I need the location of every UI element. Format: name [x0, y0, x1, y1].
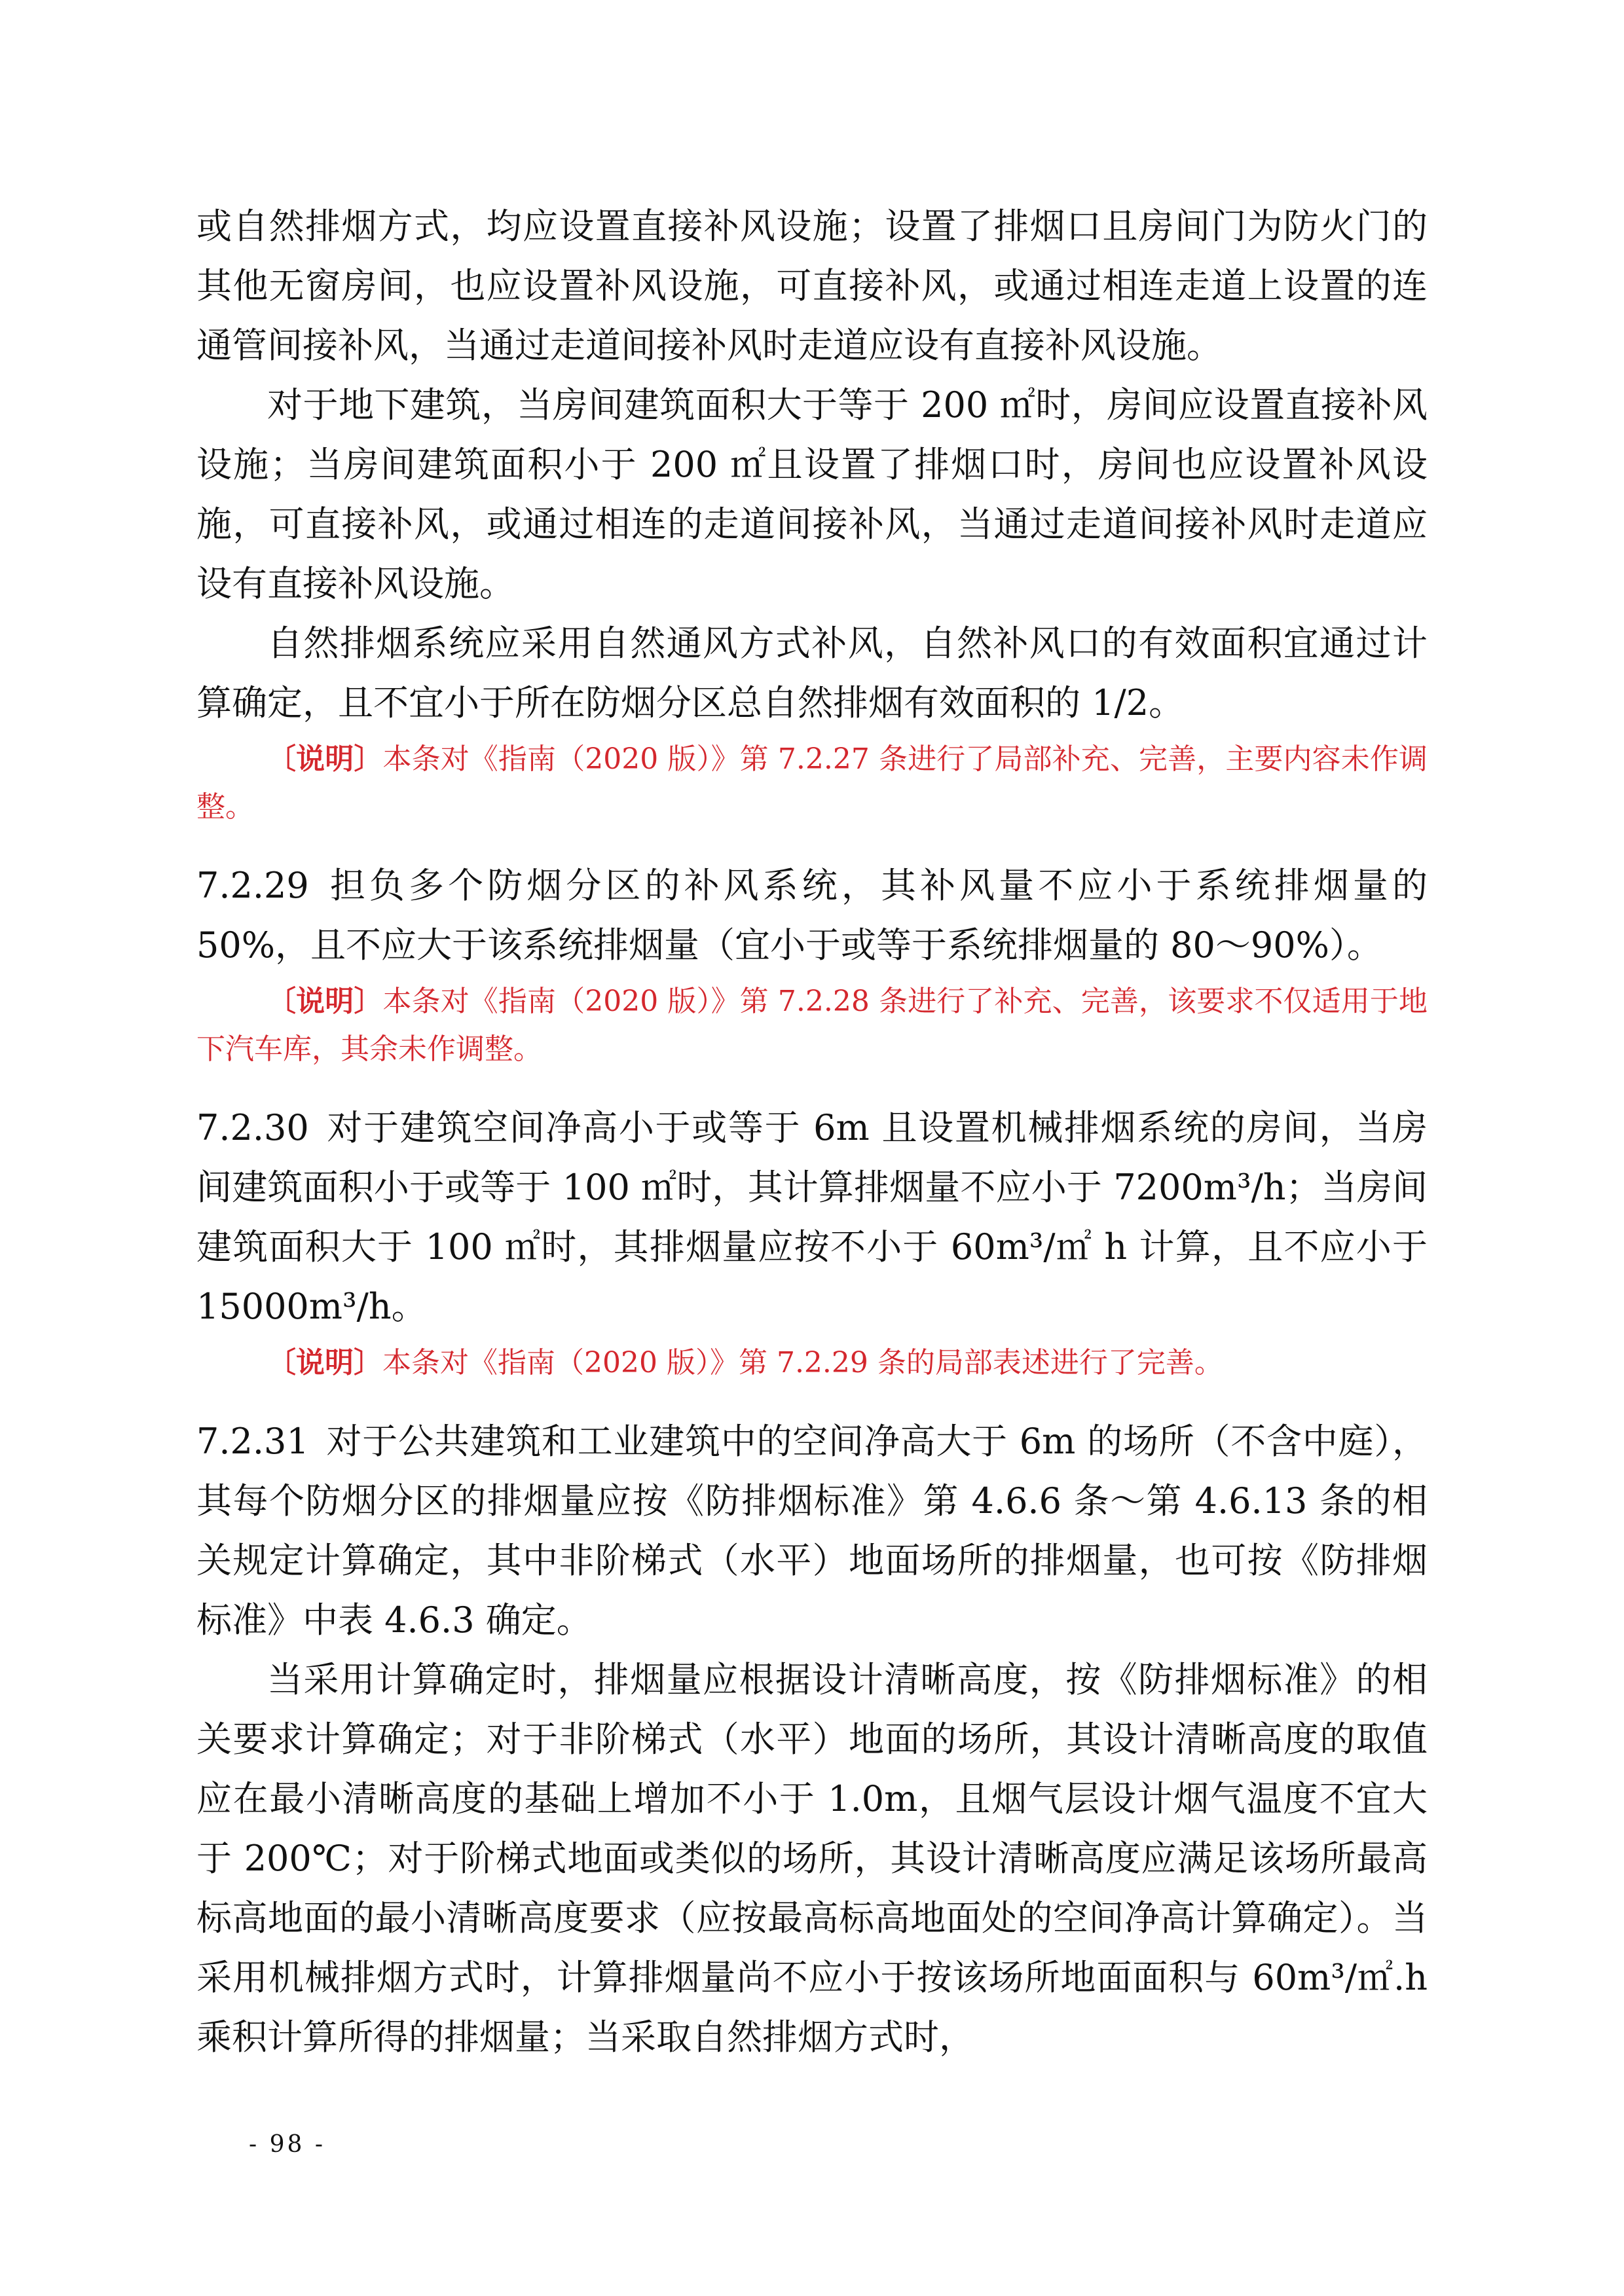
body-paragraph: 自然排烟系统应采用自然通风方式补风，自然补风口的有效面积宜通过计算确定，且不宜小于所在防烟分区总自然排烟有效面积的 1/2。 [196, 623, 1428, 723]
note-text: 本条对《指南（2020 版）》第 7.2.29 条的局部表述进行了完善。 [382, 1346, 1223, 1379]
body-paragraph: 当采用计算确定时，排烟量应根据设计清晰高度，按《防排烟标准》的相关要求计算确定；对于非阶梯式（水平）地面的场所，其设计清晰高度的取值应在最小清晰高度的基础上增加不小于 1.0m，且烟气层设计烟气温度不宜大于 200℃；对于阶梯式地面或类似的场所，其设计清晰高度应满足该场所最高标高地面的最小清晰高度要求（应按最高标高地面处的空间净高计算确定）。当采用机械排烟方式时，计算排烟量尚不应小于按该场所地面面积与 60m³/㎡.h 乘积计算所得的排烟量；当采取自然排烟方式时， [196, 1659, 1428, 2058]
clause-number: 7.2.29 [196, 865, 309, 906]
clause-7-2-31 [196, 1412, 1428, 1650]
clause-number: 7.2.30 [196, 1107, 309, 1148]
clause-text: 担负多个防烟分区的补风系统，其补风量不应小于系统排烟量的 50%，且不应大于该系统排烟量（宜小于或等于系统排烟量的 80～90%）。 [196, 865, 1428, 966]
clause-number: 7.2.31 [196, 1421, 309, 1462]
clause-7-2-30 [196, 1098, 1428, 1336]
note-text: 本条对《指南（2020 版）》第 7.2.27 条进行了局部补充、完善，主要内容未作调整。 [196, 742, 1428, 824]
explanation-note [196, 1339, 1428, 1387]
note-text: 本条对《指南（2020 版）》第 7.2.28 条进行了补充、完善，该要求不仅适用于地下汽车库，其余未作调整。 [196, 985, 1428, 1066]
clause-7-2-29 [196, 856, 1428, 975]
clause-text: 对于建筑空间净高小于或等于 6m 且设置机械排烟系统的房间，当房间建筑面积小于或等于 100 ㎡时，其计算排烟量不应小于 7200m³/h；当房间建筑面积大于 100 ㎡时，其排烟量应按不小于 60m³/㎡ h 计算，且不应小于 15000m³/h。 [196, 1107, 1428, 1327]
page-number: - 98 - [249, 2131, 326, 2158]
explanation-note [196, 735, 1428, 831]
explanation-note [196, 977, 1428, 1073]
clause-text: 对于公共建筑和工业建筑中的空间净高大于 6m 的场所（不含中庭），其每个防烟分区的排烟量应按《防排烟标准》第 4.6.6 条～第 4.6.13 条的相关规定计算确定，其中非阶梯式（水平）地面场所的排烟量，也可按《防排烟标准》中表 4.6.3 确定。 [196, 1421, 1428, 1641]
note-label: 〔说明〕 [267, 742, 383, 776]
document-page [196, 196, 1428, 2067]
body-paragraph: 或自然排烟方式，均应设置直接补风设施；设置了排烟口且房间门为防火门的其他无窗房间，也应设置补风设施，可直接补风，或通过相连走道上设置的连通管间接补风，当通过走道间接补风时走道应设有直接补风设施。 [196, 206, 1428, 366]
note-label: 〔说明〕 [267, 985, 383, 1018]
body-paragraph: 对于地下建筑，当房间建筑面积大于等于 200 ㎡时，房间应设置直接补风设施；当房间建筑面积小于 200 ㎡且设置了排烟口时，房间也应设置补风设施，可直接补风，或通过相连的走道间接补风，当通过走道间接补风时走道应设有直接补风设施。 [196, 384, 1428, 604]
note-label: 〔说明〕 [267, 1346, 382, 1379]
